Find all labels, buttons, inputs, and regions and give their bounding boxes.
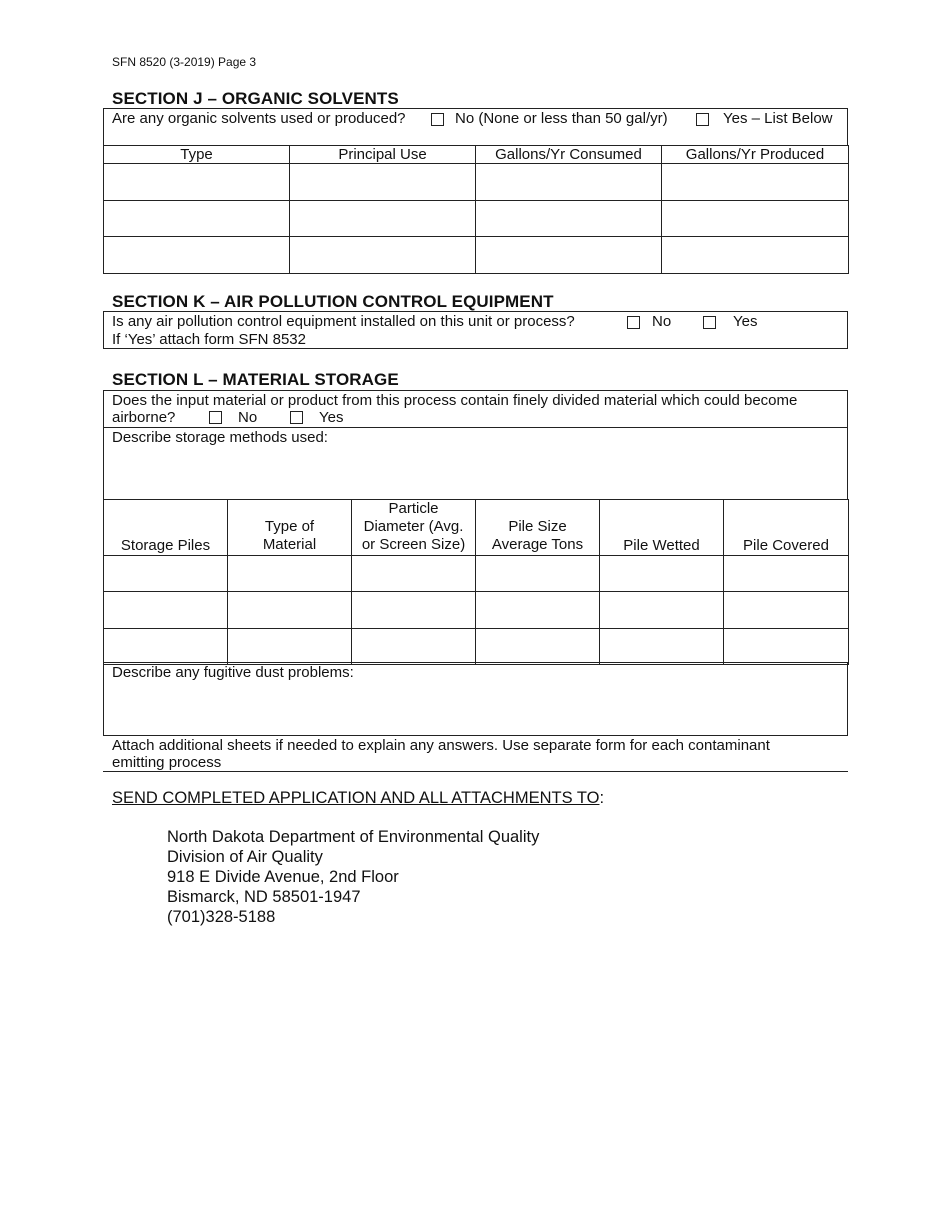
table-cell[interactable]	[476, 164, 662, 201]
section-l-question-box	[103, 390, 848, 428]
table-cell[interactable]	[476, 629, 600, 665]
table-cell[interactable]	[104, 556, 228, 592]
col-pile-size-label: Average Tons	[491, 536, 584, 553]
col-gallons-produced: Gallons/Yr Produced	[662, 146, 849, 164]
col-pile-covered-label: Pile Covered	[743, 537, 829, 554]
form-id: SFN 8520 (3-2019) Page 3	[112, 55, 257, 69]
col-storage-piles	[104, 500, 228, 556]
col-storage-piles-label: Storage Piles	[120, 537, 211, 554]
send-to-heading-colon: :	[599, 789, 605, 807]
section-l-question-cont: airborne?	[112, 409, 176, 426]
address-line: Bismarck, ND 58501-1947	[167, 888, 361, 906]
solvents-yes-checkbox[interactable]	[696, 113, 709, 126]
col-particle-diameter-label: Diameter (Avg.	[363, 518, 464, 535]
section-k-question: Is any air pollution control equipment installed on this unit or process?	[112, 313, 575, 330]
airborne-yes-label: Yes	[319, 409, 344, 426]
table-cell[interactable]	[662, 237, 849, 274]
col-pile-size	[476, 500, 600, 556]
control-equipment-yes-label: Yes	[733, 313, 758, 330]
table-cell[interactable]	[290, 164, 476, 201]
section-l-question: Does the input material or product from this process contain finely divided material which could become	[112, 392, 798, 409]
table-cell[interactable]	[600, 592, 724, 629]
storage-methods-label: Describe storage methods used:	[112, 429, 328, 446]
table-cell[interactable]	[662, 201, 849, 237]
table-row	[104, 592, 849, 629]
address-line: 918 E Divide Avenue, 2nd Floor	[167, 868, 399, 886]
table-cell[interactable]	[600, 556, 724, 592]
col-type-of-material-label: Type of	[264, 518, 315, 535]
storage-header-row	[104, 500, 849, 556]
col-pile-wetted-label: Pile Wetted	[623, 537, 700, 554]
solvents-no-label: No (None or less than 50 gal/yr)	[455, 110, 668, 127]
table-cell[interactable]	[104, 201, 290, 237]
col-type: Type	[104, 146, 290, 164]
col-pile-wetted	[600, 500, 724, 556]
send-to-heading-text: SEND COMPLETED APPLICATION AND ALL ATTACHMENTS TO	[112, 789, 600, 807]
table-cell[interactable]	[290, 237, 476, 274]
col-pile-size-label: Pile Size	[508, 518, 567, 535]
table-cell[interactable]	[476, 237, 662, 274]
airborne-no-label: No	[238, 409, 258, 426]
table-cell[interactable]	[476, 201, 662, 237]
col-gallons-consumed: Gallons/Yr Consumed	[476, 146, 662, 164]
col-particle-diameter-label: or Screen Size)	[361, 536, 466, 553]
col-particle-diameter-label: Particle	[388, 500, 439, 517]
table-cell[interactable]	[352, 592, 476, 629]
control-equipment-no-checkbox[interactable]	[627, 316, 640, 329]
section-k-title: SECTION K – AIR POLLUTION CONTROL EQUIPMENT	[112, 292, 554, 311]
table-cell[interactable]	[290, 201, 476, 237]
address-line: Division of Air Quality	[167, 848, 323, 866]
table-row	[104, 556, 849, 592]
send-to-heading	[112, 789, 604, 808]
col-pile-covered	[724, 500, 849, 556]
attach-note-cont: emitting process	[112, 754, 222, 771]
table-row	[104, 164, 849, 201]
fugitive-dust-label: Describe any fugitive dust problems:	[112, 664, 354, 681]
solvents-header-row	[104, 146, 849, 164]
storage-methods-field[interactable]	[103, 427, 848, 500]
table-cell[interactable]	[228, 592, 352, 629]
table-cell[interactable]	[104, 164, 290, 201]
section-k-box	[103, 311, 848, 349]
table-cell[interactable]	[228, 556, 352, 592]
table-row	[104, 237, 849, 274]
table-cell[interactable]	[352, 556, 476, 592]
section-k-note: If ‘Yes’ attach form SFN 8532	[112, 331, 306, 348]
section-j-question: Are any organic solvents used or produced?	[112, 110, 406, 127]
table-cell[interactable]	[104, 629, 228, 665]
mailing-address	[167, 827, 539, 927]
table-cell[interactable]	[724, 629, 849, 665]
solvents-no-checkbox[interactable]	[431, 113, 444, 126]
table-cell[interactable]	[662, 164, 849, 201]
table-cell[interactable]	[228, 629, 352, 665]
col-type-of-material	[228, 500, 352, 556]
table-cell[interactable]	[724, 556, 849, 592]
section-j-title: SECTION J – ORGANIC SOLVENTS	[112, 89, 399, 108]
airborne-no-checkbox[interactable]	[209, 411, 222, 424]
airborne-yes-checkbox[interactable]	[290, 411, 303, 424]
table-row	[104, 201, 849, 237]
table-cell[interactable]	[724, 592, 849, 629]
control-equipment-no-label: No	[652, 313, 672, 330]
table-cell[interactable]	[476, 556, 600, 592]
section-l-title: SECTION L – MATERIAL STORAGE	[112, 370, 399, 389]
section-j-question-box	[103, 108, 848, 146]
storage-table	[103, 499, 849, 665]
control-equipment-yes-checkbox[interactable]	[703, 316, 716, 329]
col-principal-use: Principal Use	[290, 146, 476, 164]
solvents-yes-label: Yes – List Below	[723, 110, 833, 127]
table-cell[interactable]	[600, 629, 724, 665]
table-row	[104, 629, 849, 665]
phone-number: (701)328-5188	[167, 908, 276, 926]
table-cell[interactable]	[104, 237, 290, 274]
address-line: North Dakota Department of Environmental Quality	[167, 828, 540, 846]
table-cell[interactable]	[352, 629, 476, 665]
divider	[103, 771, 848, 772]
solvents-table	[103, 145, 849, 274]
fugitive-dust-field[interactable]	[103, 662, 848, 736]
col-type-of-material-label: Material	[262, 536, 317, 553]
table-cell[interactable]	[476, 592, 600, 629]
attach-note: Attach additional sheets if needed to explain any answers. Use separate form for each contaminant	[112, 737, 770, 754]
col-particle-diameter	[352, 500, 476, 556]
table-cell[interactable]	[104, 592, 228, 629]
